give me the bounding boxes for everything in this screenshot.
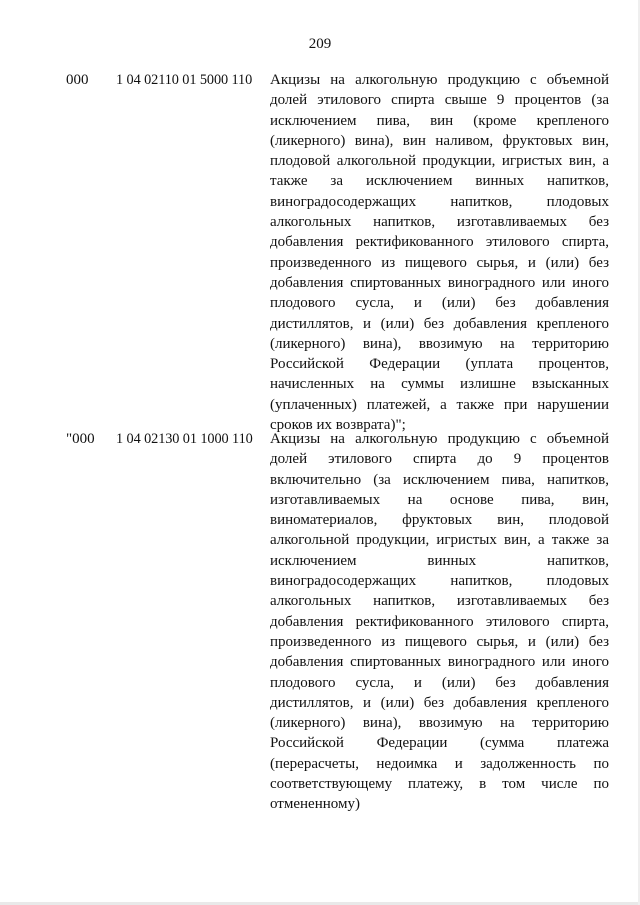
description-line: Российской Федерации (сумма платежа bbox=[270, 735, 609, 752]
entry-description bbox=[270, 70, 609, 435]
description-line: дистиллятов, и (или) без добавления крепленого bbox=[270, 315, 609, 332]
description-line: произведенного из пищевого сырья, и (или) без bbox=[270, 254, 609, 271]
entry-description bbox=[270, 429, 609, 815]
description-line: произведенного из пищевого сырья, и (или) без bbox=[270, 633, 609, 650]
description-line: изготавливаемых на основе пива, вин, bbox=[270, 491, 609, 508]
description-line: сроков их возврата)"; bbox=[270, 417, 406, 434]
page-number: 209 bbox=[308, 36, 332, 52]
kbk-code: 1 04 02130 01 1000 110 bbox=[116, 431, 253, 447]
description-line: добавления ректификованного этилового спирта, bbox=[270, 613, 609, 630]
description-line: виноградосодержащих напитков, плодовых bbox=[270, 573, 609, 590]
description-line: (ликерного) вина), вин наливом, фруктовых вин, bbox=[270, 132, 609, 149]
admin-code: 000 bbox=[66, 72, 89, 88]
description-line: исключением винных напитков, bbox=[270, 552, 609, 569]
description-line: долей этилового спирта до 9 процентов bbox=[270, 451, 609, 468]
description-line: алкогольных напитков, изготавливаемых без bbox=[270, 214, 609, 231]
description-line: (ликерного) вина), ввозимую на территорию bbox=[270, 715, 609, 732]
admin-code: "000 bbox=[66, 431, 95, 447]
description-line: виноградосодержащих напитков, плодовых bbox=[270, 193, 609, 210]
description-line: плодового сусла, и (или) без добавления bbox=[270, 295, 609, 312]
description-line: долей этилового спирта свыше 9 процентов (за bbox=[270, 92, 609, 109]
description-line: виноматериалов, фруктовых вин, плодовой bbox=[270, 512, 609, 529]
description-line: Акцизы на алкогольную продукцию с объемной bbox=[270, 431, 609, 447]
description-line: плодовой алкогольной продукции, игристых вин, а bbox=[270, 153, 609, 170]
description-line: добавления ректификованного этилового спирта, bbox=[270, 234, 609, 251]
description-line: (ликерного) вина), ввозимую на территорию bbox=[270, 335, 609, 352]
description-line: (уплаченных) платежей, а также при нарушении bbox=[270, 396, 609, 413]
description-line: также за исключением винных напитков, bbox=[270, 173, 609, 190]
description-line: исключением пива, вин (кроме крепленого bbox=[270, 112, 609, 129]
description-line: включительно (за исключением пива, напитков, bbox=[270, 471, 609, 488]
kbk-code: 1 04 02110 01 5000 110 bbox=[116, 72, 253, 88]
description-line: Российской Федерации (уплата процентов, bbox=[270, 356, 609, 373]
description-line: плодового сусла, и (или) без добавления bbox=[270, 674, 609, 691]
description-line: алкогольной продукции, игристых вин, а также за bbox=[270, 532, 609, 549]
description-line: добавления спиртованных виноградного или иного bbox=[270, 274, 609, 291]
description-line: начисленных на суммы излишне взысканных bbox=[270, 376, 609, 393]
description-line: соответствующему платежу, в том числе по bbox=[270, 776, 609, 793]
description-line: дистиллятов, и (или) без добавления крепленого bbox=[270, 694, 609, 711]
description-line: (перерасчеты, недоимка и задолженность по bbox=[270, 755, 609, 772]
description-line: алкогольных напитков, изготавливаемых без bbox=[270, 593, 609, 610]
description-line: отмененному) bbox=[270, 796, 360, 813]
description-line: Акцизы на алкогольную продукцию с объемной bbox=[270, 72, 609, 88]
description-line: добавления спиртованных виноградного или иного bbox=[270, 654, 609, 671]
